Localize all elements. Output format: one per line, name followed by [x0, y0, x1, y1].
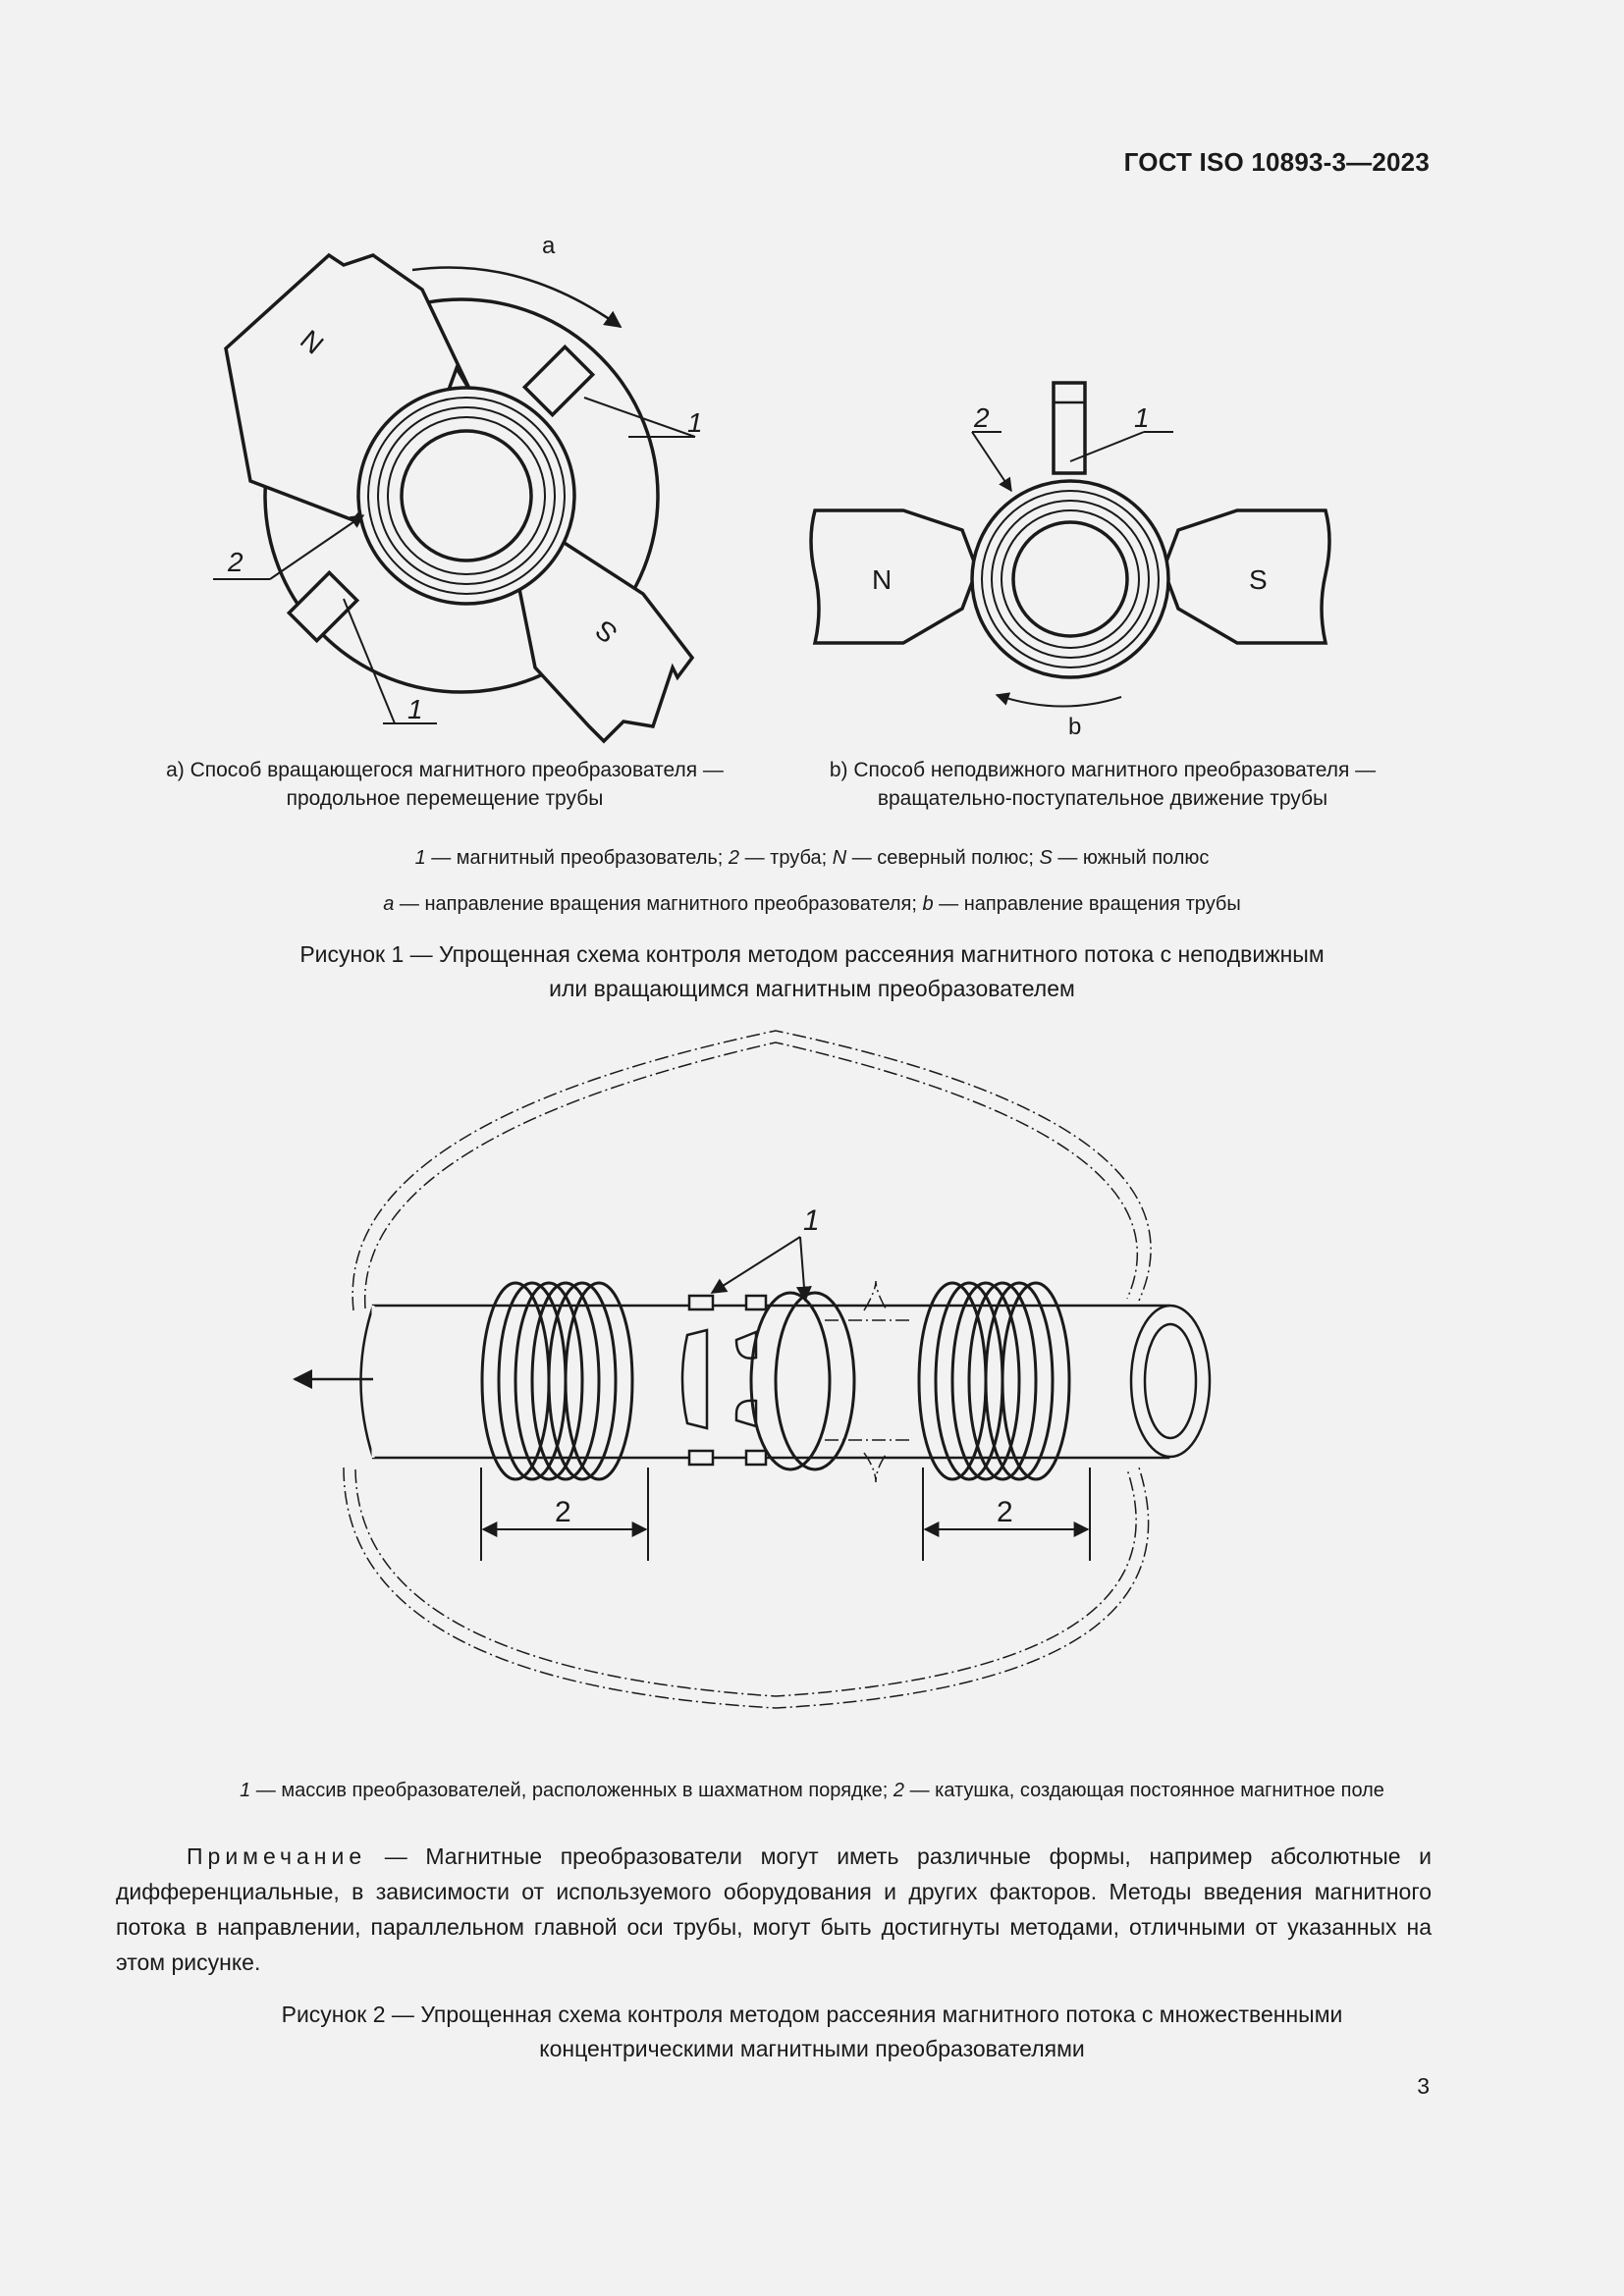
transducer: [1054, 383, 1085, 473]
label-1-top: 1: [687, 407, 703, 438]
pole-n-shape: [811, 510, 977, 643]
label-1: 1: [803, 1204, 820, 1237]
transducer-top: [524, 347, 592, 414]
label-2: 2: [974, 402, 990, 433]
figure-1b-diagram: [805, 373, 1355, 746]
label-a-direction: a: [542, 233, 556, 259]
direction-a-arrow: [412, 267, 621, 327]
figure-1-title: Рисунок 1 — Упрощенная схема контроля методом рассеяния магнитного потока с неподвижным или вращающимся магнитным преобразователем: [299, 941, 1325, 1001]
label-b-direction: b: [1068, 714, 1082, 740]
label-2: 2: [228, 547, 244, 577]
figure-1b-caption: b) Способ неподвижного магнитного преобразователя — вращательно-поступательное движение трубы: [829, 759, 1377, 810]
note-head: Примечание: [187, 1843, 367, 1869]
figure-2-diagram: [275, 1016, 1276, 1733]
pole-s-shape: [1164, 510, 1329, 643]
label-1: 1: [1134, 402, 1150, 433]
page-number: 3: [1417, 2073, 1430, 2099]
label-2-right: 2: [997, 1496, 1013, 1528]
label-1-bottom: 1: [407, 694, 423, 724]
figure-1-legend-line1: 1 — магнитный преобразователь; 2 — труба; N — северный полюс; S — южный полюс: [414, 847, 1210, 869]
figure-2-legend: 1 — массив преобразователей, расположенных в шахматном порядке; 2 — катушка, создающая постоянное магнитное поле: [240, 1780, 1384, 1801]
figure-2-note: [116, 1839, 1432, 1980]
label-2-left: 2: [555, 1496, 571, 1528]
figure-1a-caption: а) Способ вращающегося магнитного преобразователя — продольное перемещение трубы: [166, 759, 724, 810]
document-header: ГОСТ ISO 10893-3—2023: [1123, 147, 1430, 177]
pole-s-label: S: [589, 614, 623, 650]
figure-1a-diagram: [196, 226, 746, 746]
pole-n-label: N: [872, 564, 893, 595]
direction-b-arrow: [997, 695, 1121, 707]
figure-2-title: Рисунок 2 — Упрощенная схема контроля методом рассеяния магнитного потока с множественными концентрическими магнитными преобразователями: [281, 2002, 1343, 2061]
pole-s-label: S: [1249, 564, 1268, 595]
note-body: — Магнитные преобразователи могут иметь различные формы, например абсолютные и дифференциальные, в зависимости от используемого оборудования и других факторов. Методы введения магнитного потока в направлении, параллельном главной оси трубы, могут быть достигнуты методами, отличными от указанных на этом рисунке.: [116, 1843, 1432, 1975]
figure-1-legend-line2: a — направление вращения магнитного преобразователя; b — направление вращения трубы: [383, 893, 1241, 915]
pole-n-label: N: [295, 324, 330, 360]
